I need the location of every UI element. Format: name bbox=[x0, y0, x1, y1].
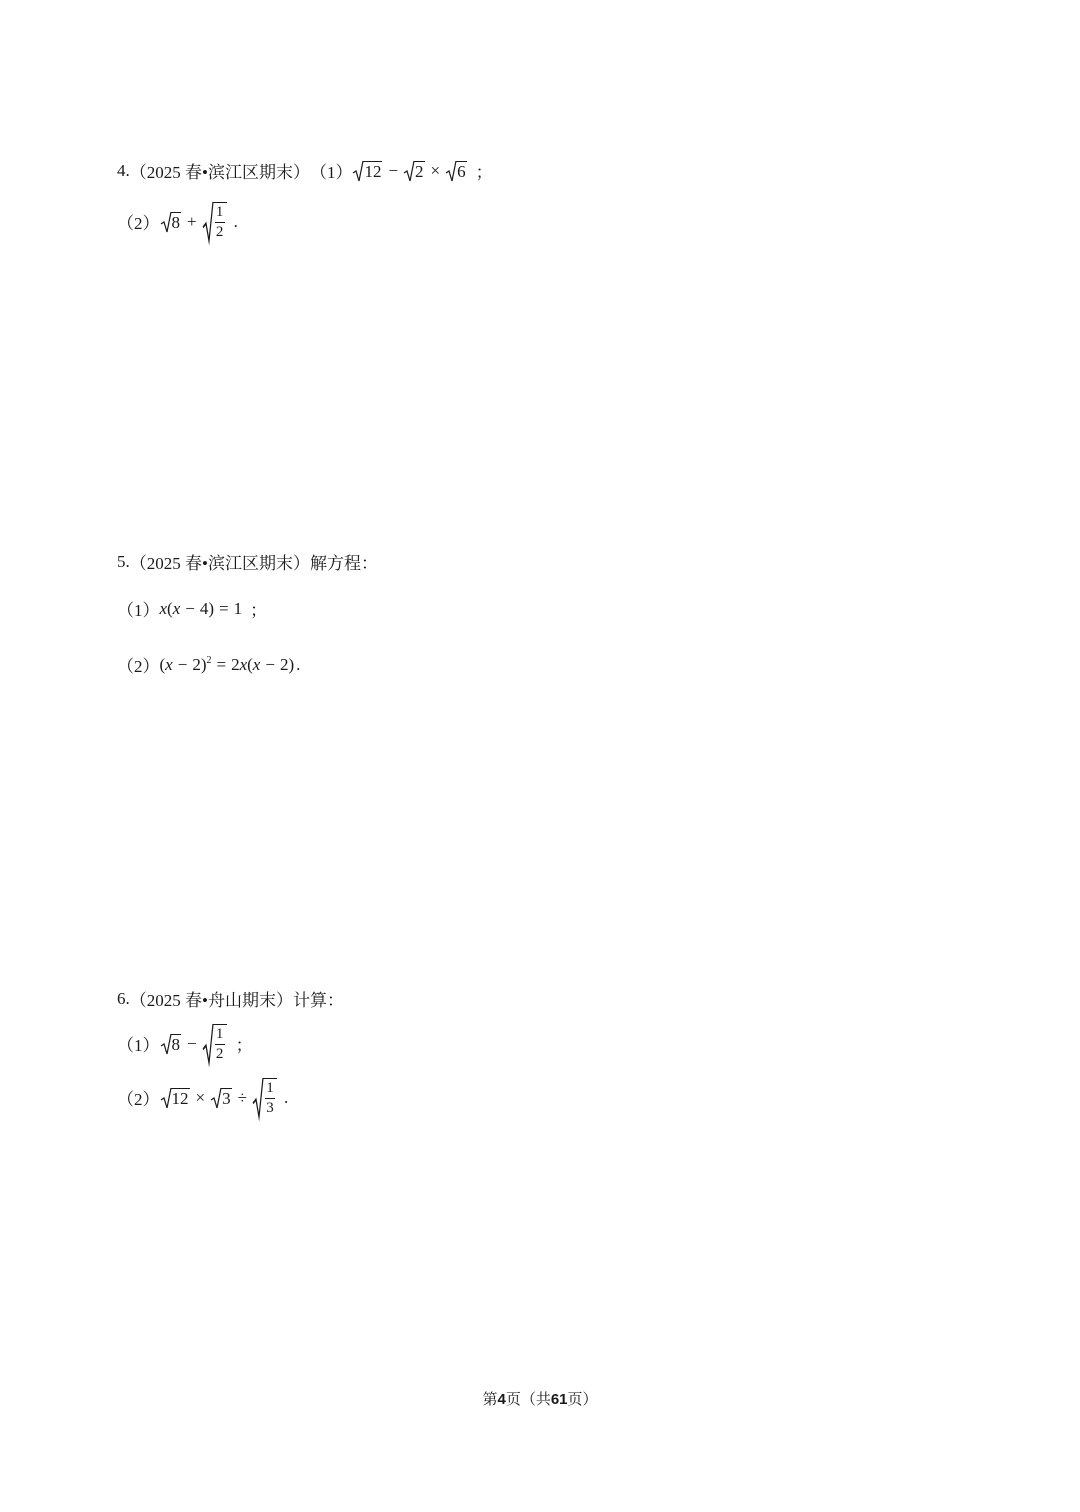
part-end: ； bbox=[250, 601, 268, 620]
math-expression: 8 − $\frac{1}{2}$ bbox=[160, 1024, 228, 1063]
question-number: 6. bbox=[117, 988, 130, 1008]
radical: 12 bbox=[161, 1088, 190, 1108]
radical: 6 bbox=[446, 161, 467, 181]
question-source: （2025 春•滨江区期末） bbox=[129, 163, 310, 182]
part-label: （2） bbox=[117, 1090, 160, 1109]
math-expression: 12 × 3 ÷ $\frac{1}{3}$ bbox=[160, 1078, 278, 1117]
radical: 8 bbox=[161, 212, 182, 232]
page-footer: 第4页（共61页） bbox=[482, 1390, 598, 1408]
question-5-part-2 bbox=[117, 652, 300, 677]
part-label: （2） bbox=[117, 214, 160, 233]
part-label: （1） bbox=[117, 601, 160, 620]
question-6-part-1 bbox=[117, 1024, 253, 1063]
question-intro: 计算： bbox=[292, 991, 344, 1010]
part-label: （1） bbox=[309, 163, 353, 182]
part-end: . bbox=[296, 654, 301, 674]
radical: 8 bbox=[161, 1034, 182, 1054]
math-expression: x ( x − 4 ) = 1 bbox=[159, 598, 243, 618]
math-expression: 12 − 2 × 6 bbox=[352, 161, 467, 181]
radical: 2 bbox=[404, 161, 425, 181]
question-5-part-1 bbox=[117, 596, 267, 621]
question-4-header bbox=[117, 158, 493, 183]
part-label: （2） bbox=[117, 657, 160, 676]
question-intro: 解方程： bbox=[309, 554, 378, 573]
radical: 3 bbox=[211, 1088, 232, 1108]
radical: 12 bbox=[353, 161, 382, 181]
math-expression: 8 + $\frac{1}{2}$ bbox=[160, 202, 228, 241]
total-pages: 61 bbox=[550, 1391, 568, 1408]
radical-fraction: $\frac{1}{2}$ bbox=[203, 1024, 227, 1063]
radical-fraction: $\frac{1}{3}$ bbox=[253, 1078, 277, 1117]
question-4-part-2 bbox=[117, 202, 238, 241]
question-6-header bbox=[117, 986, 344, 1011]
question-6-part-2 bbox=[117, 1078, 288, 1117]
part-end: . bbox=[233, 211, 238, 231]
math-expression: ( x − 2 ) $^2$ = 2 x ( x − 2 ) bbox=[159, 654, 295, 674]
radical-fraction: $\frac{1}{2}$ bbox=[203, 202, 227, 241]
question-number: 5. bbox=[117, 551, 130, 571]
question-source: （2025 春•舟山期末） bbox=[129, 991, 293, 1010]
part-end: . bbox=[283, 1087, 289, 1107]
page-number: 4 bbox=[497, 1391, 506, 1408]
part-end: ； bbox=[235, 1036, 253, 1055]
part-label: （1） bbox=[117, 1036, 160, 1055]
question-5-header bbox=[117, 549, 378, 574]
question-number: 4. bbox=[117, 160, 130, 180]
part-end: ； bbox=[475, 163, 493, 182]
question-source: （2025 春•滨江区期末） bbox=[129, 554, 310, 573]
